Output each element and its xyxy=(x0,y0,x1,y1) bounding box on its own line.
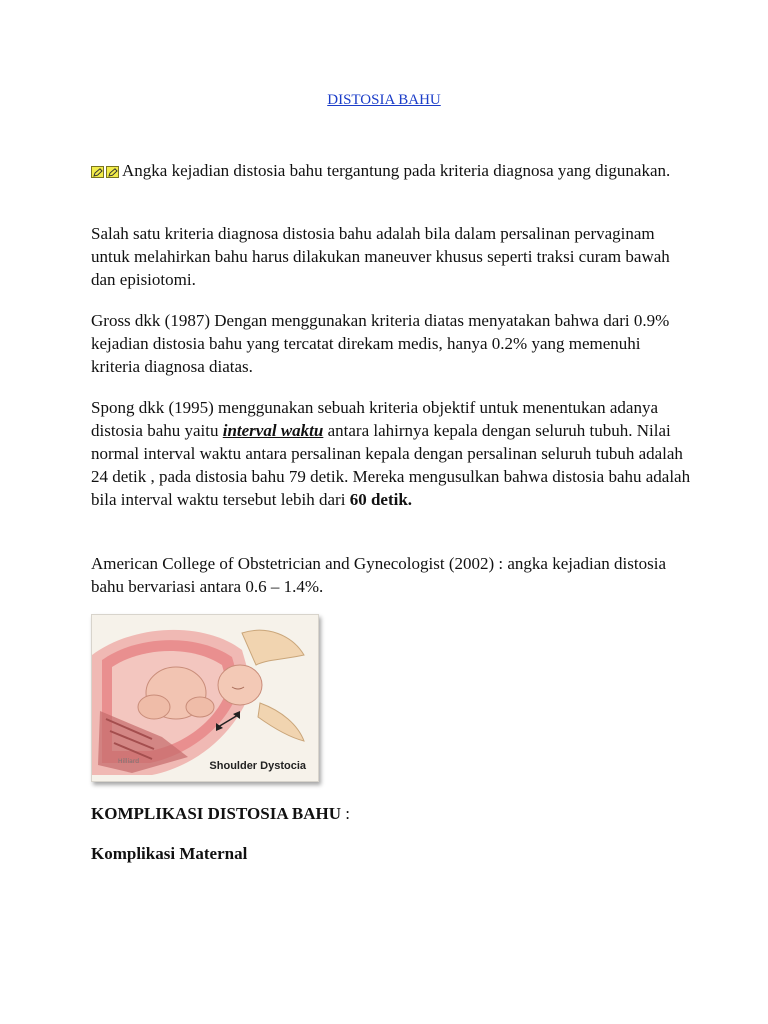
paragraph-2: Salah satu kriteria diagnosa distosia bahu adalah bila dalam persalinan pervaginam untuk melahirkan bahu harus dilakukan maneuver khusus seperti traksi curam bawah dan episiotomi. xyxy=(91,224,670,289)
heading-komplikasi-colon: : xyxy=(341,804,351,823)
shoulder-dystocia-figure xyxy=(91,614,319,782)
emphasis-interval-waktu: interval waktu xyxy=(222,421,324,440)
figure-signature: Hilliard xyxy=(118,758,140,765)
shoulder-dystocia-illustration xyxy=(92,615,319,782)
pencil-bullet-icon xyxy=(91,166,104,178)
paragraph-4 xyxy=(91,396,691,511)
heading-komplikasi-maternal: Komplikasi Maternal xyxy=(91,844,248,863)
paragraph-1-text: Angka kejadian distosia bahu tergantung pada kriteria diagnosa yang digunakan. xyxy=(122,161,671,180)
paragraph-1 xyxy=(91,159,691,184)
pencil-bullet-icon xyxy=(106,166,119,178)
paragraph-3: Gross dkk (1987) Dengan menggunakan kriteria diatas menyatakan bahwa dari 0.9% kejadian distosia bahu yang tercatat direkam medis, hanya 0.2% yang memenuhi kriteria diagnosa diatas. xyxy=(91,311,670,376)
paragraph-4-text-a: Spong dkk (1995) menggunakan sebuah kriteria objektif untuk menentukan adanya distosia bahu yaitu xyxy=(91,398,658,440)
heading-komplikasi xyxy=(91,802,691,825)
figure-caption: Shoulder Dystocia xyxy=(209,760,306,772)
bullet-icons xyxy=(91,161,121,184)
paragraph-4-text-c: antara lahirnya kepala dengan seluruh tubuh. Nilai normal interval waktu antara persalinan kepala dengan persalinan seluruh tubuh adalah 24 detik , pada distosia bahu 79 detik. Mereka mengusulkan bahwa distosia bahu adalah bila interval waktu tersebut lebih dari xyxy=(91,421,691,509)
paragraph-5: American College of Obstetrician and Gynecologist (2002) : angka kejadian distosia bahu bervariasi antara 0.6 – 1.4%. xyxy=(91,554,667,596)
emphasis-60-detik: 60 detik. xyxy=(349,490,413,509)
title-link[interactable]: DISTOSIA BAHU xyxy=(327,92,441,108)
heading-komplikasi-bold: KOMPLIKASI DISTOSIA BAHU xyxy=(91,804,342,823)
document-title xyxy=(0,92,768,109)
